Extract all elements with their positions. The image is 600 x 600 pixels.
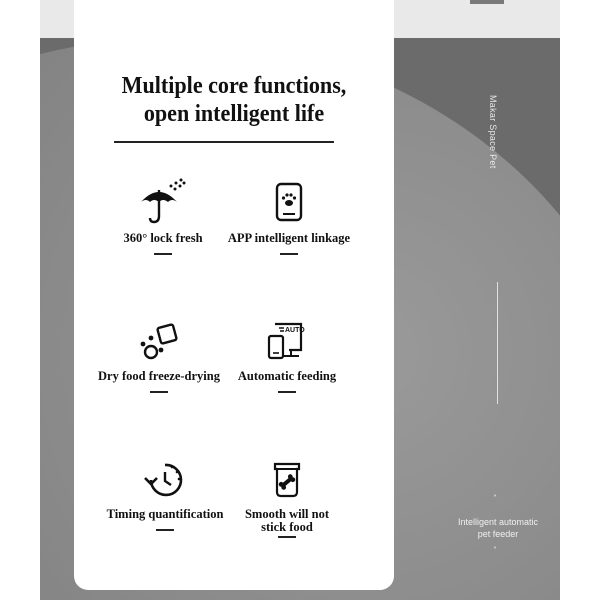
chevron-down-icon[interactable]: ˅ <box>493 546 497 555</box>
feature-label: 360° lock fresh <box>123 231 203 245</box>
feature-dash <box>156 529 174 531</box>
top-tab-indicator <box>470 0 504 4</box>
feature-label-line1: Smooth will not <box>244 507 330 521</box>
feature-dash <box>278 391 296 393</box>
auto-devices-icon <box>261 314 313 366</box>
side-caption-line1: Intelligent automatic <box>457 517 539 527</box>
auto-icon-text: AUTO <box>285 327 305 334</box>
feature-automatic-feeding <box>202 314 372 393</box>
chevron-up-icon[interactable]: ˄ <box>493 494 497 503</box>
umbrella-rain-icon <box>137 176 189 228</box>
feature-card <box>74 0 394 590</box>
side-caption <box>446 516 550 540</box>
headline-line1: Multiple core functions, <box>121 73 347 99</box>
feature-dash <box>280 253 298 255</box>
feature-app-linkage <box>204 176 374 255</box>
headline-rule <box>114 141 334 143</box>
feature-dash <box>150 391 168 393</box>
feature-dash <box>154 253 172 255</box>
phone-paw-icon <box>263 176 315 228</box>
headline <box>87 72 381 128</box>
feature-non-stick <box>202 452 372 538</box>
feature-label: Automatic feeding <box>237 369 337 383</box>
food-jar-bone-icon <box>261 452 313 504</box>
timer-clock-icon <box>139 452 191 504</box>
side-divider-line <box>497 282 498 404</box>
side-caption-line2: pet feeder <box>477 529 519 539</box>
feature-dash <box>278 536 296 538</box>
side-brand-title: Makar Space Pet <box>488 95 498 169</box>
headline-line2: open intelligent life <box>143 101 325 127</box>
feature-label: Dry food freeze-drying <box>98 369 220 383</box>
feature-label: APP intelligent linkage <box>227 231 351 245</box>
feature-label: Timing quantification <box>106 507 224 521</box>
freeze-dry-icon <box>133 314 185 366</box>
feature-label <box>202 508 372 534</box>
feature-label-line2: stick food <box>261 520 313 534</box>
